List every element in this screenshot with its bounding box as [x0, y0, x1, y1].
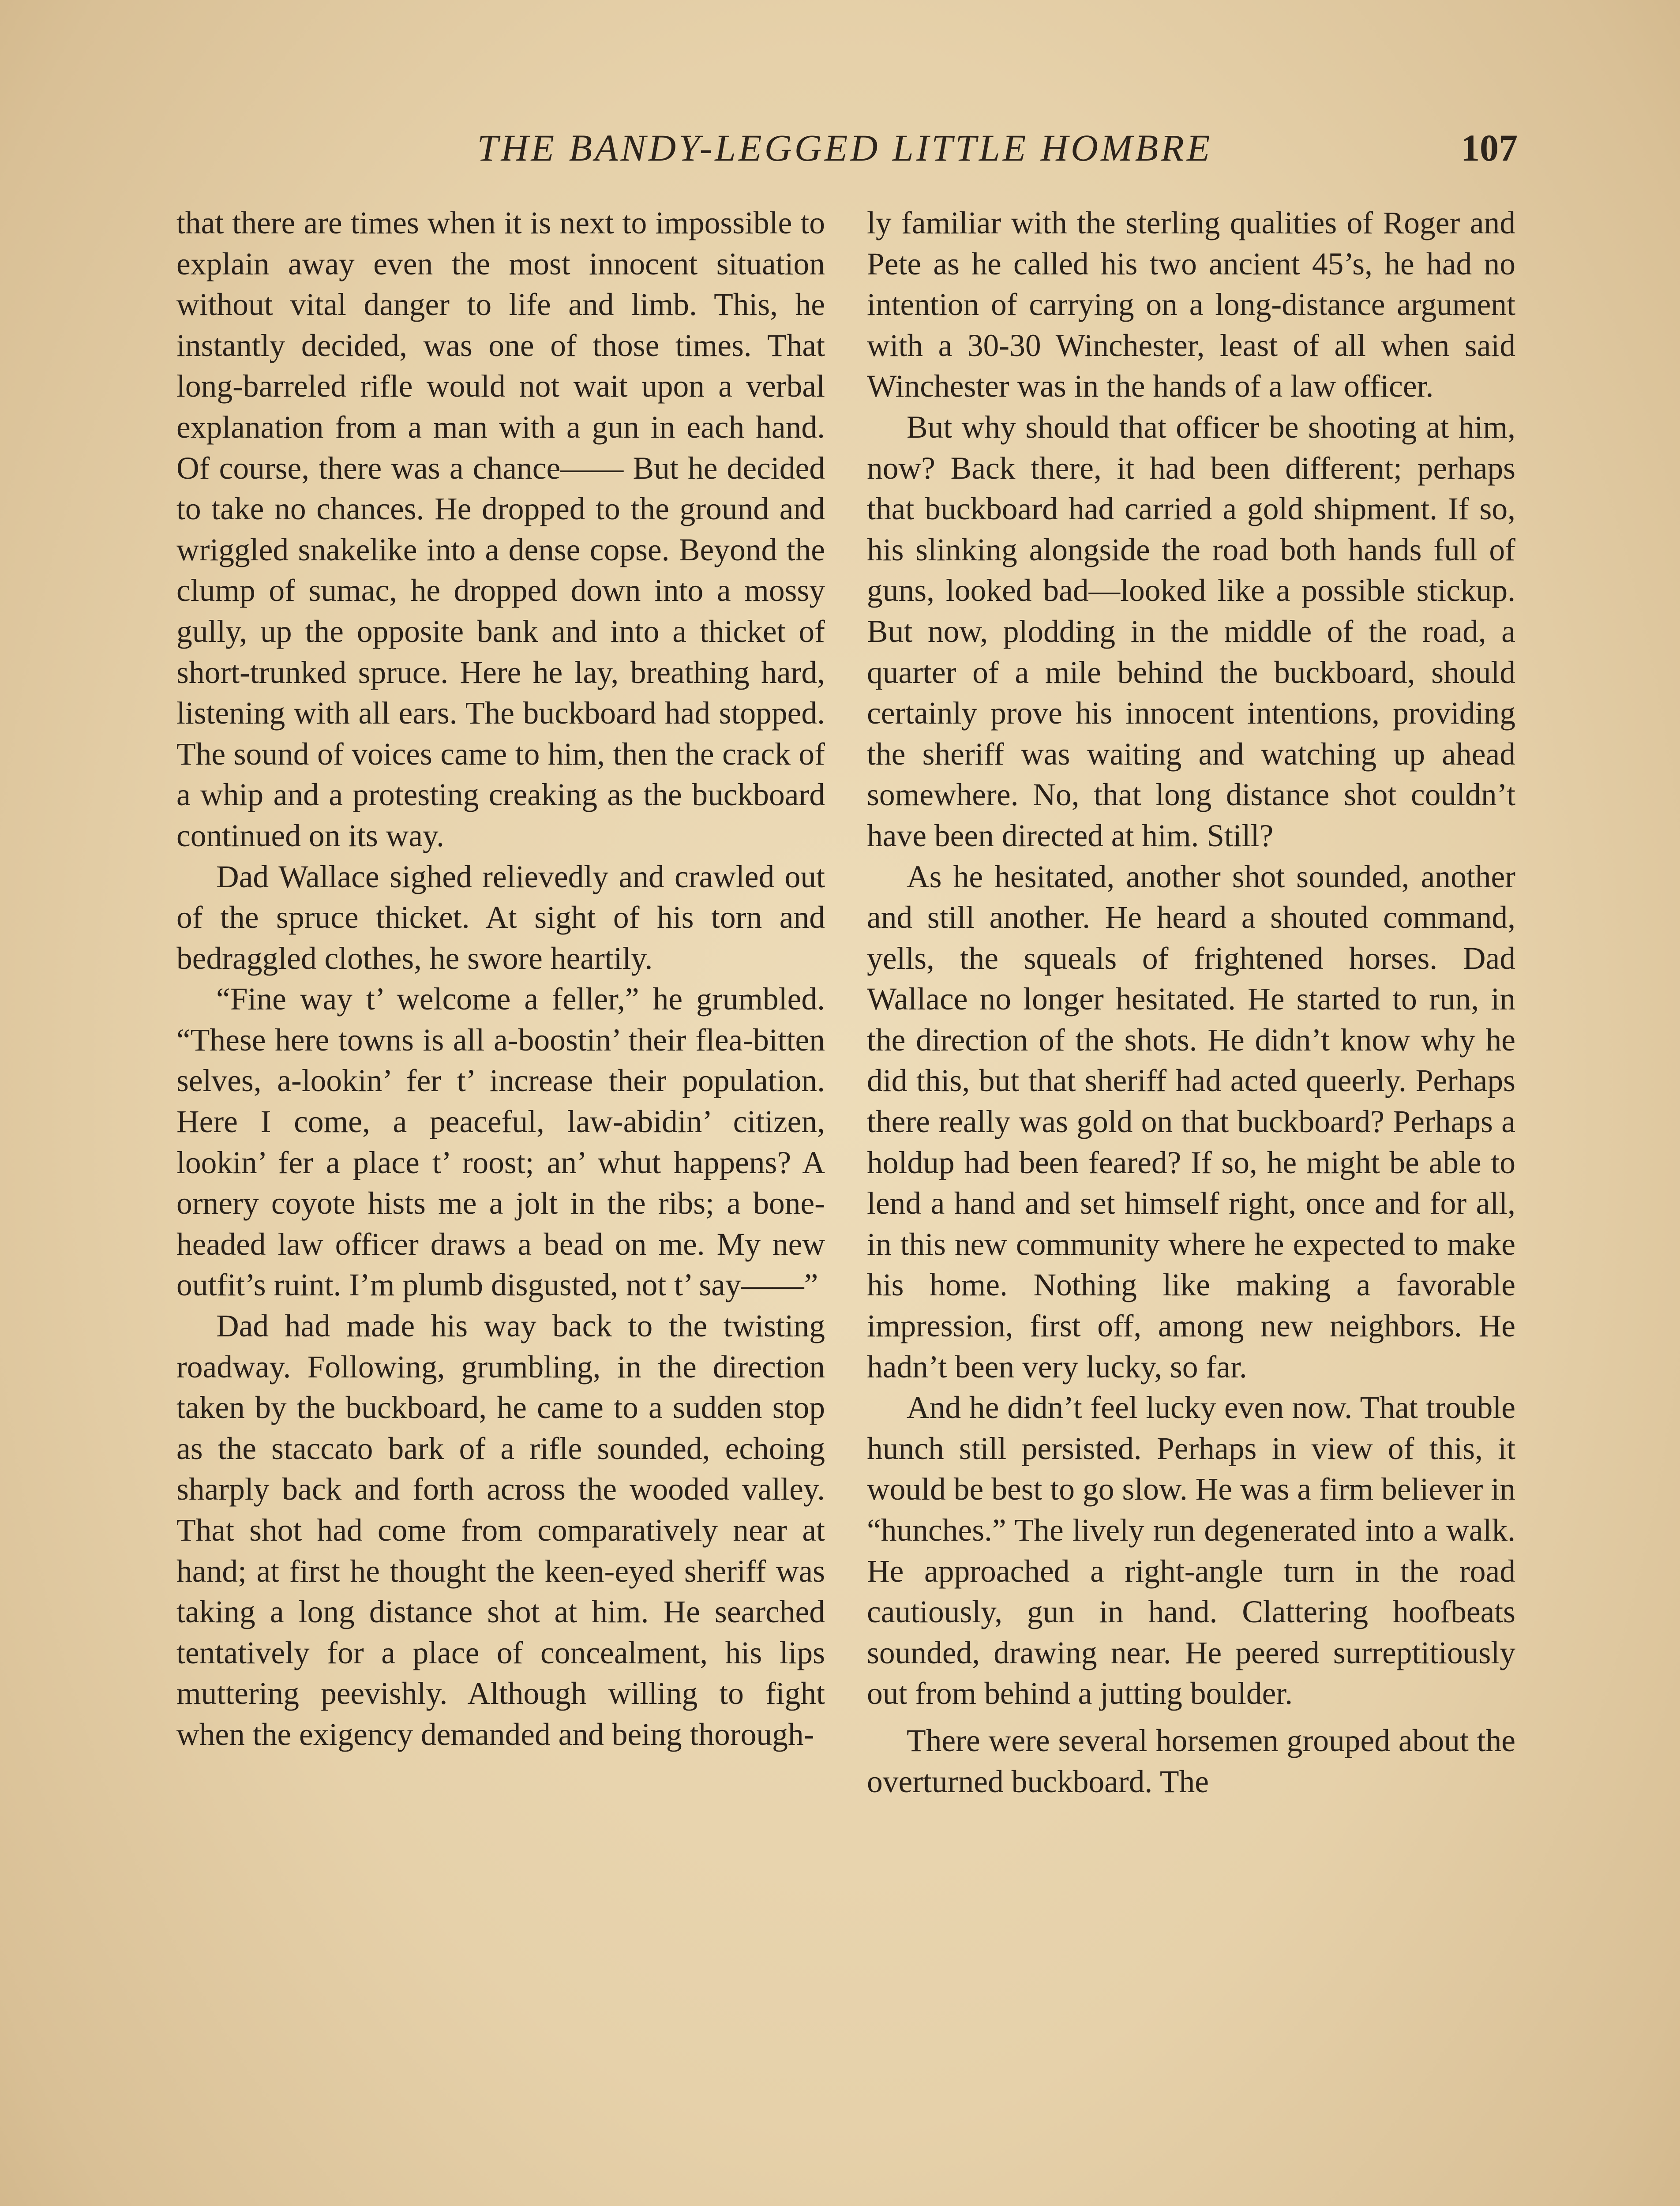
page-header	[0, 119, 1680, 176]
paragraph: There were several horsemen grouped about the overturned buckboard. The	[867, 1723, 1515, 1799]
page-number: 107	[1461, 127, 1518, 169]
right-text-column	[867, 203, 1515, 1802]
paragraph: Dad had made his way back to the twisting roadway. Following, grumbling, in the direction taken by the buckboard, he came to a sudden stop as the staccato bark of a rifle sounded, echoing sharply back and forth across the wooded valley. That shot had come from comparatively near at hand; at first he thought the keen-eyed sheriff was taking a long distance shot at him. He searched tentatively for a place of concealment, his lips muttering peevishly. Although willing to fight when the exigency demanded and being thorough-	[176, 1309, 825, 1752]
running-title: THE BANDY-LEGGED LITTLE HOMBRE	[477, 127, 1213, 169]
paragraph: “Fine way t’ welcome a feller,” he grumbled. “These here towns is all a-boostin’ their flea-bitten selves, a-lookin’ fer t’ increase their population. Here I come, a peaceful, law-abidin’ citizen, lookin’ fer a place t’ roost; an’ whut happens? A ornery coyote hists me a jolt in the ribs; a bone-headed law officer draws a bead on me. My new outfit’s ruint. I’m plumb disgusted, not t’ say——”	[176, 982, 825, 1303]
paragraph: Dad Wallace sighed relievedly and crawled out of the spruce thicket. At sight of his torn and bedraggled clothes, he swore heartily.	[176, 859, 825, 976]
paragraph: And he didn’t feel lucky even now. That trouble hunch still persisted. Perhaps in view of this, it would be best to go slow. He was a firm believer in “hunches.” The lively run degenerated into a walk. He approached a right-angle turn in the road cautiously, gun in hand. Clattering hoofbeats sounded, drawing near. He peered surreptitiously out from behind a jutting boulder.	[867, 1390, 1515, 1711]
paragraph: As he hesitated, another shot sounded, another and still another. He heard a shouted command, yells, the squeals of frightened horses. Dad Wallace no longer hesitated. He started to run, in the direction of the shots. He didn’t know why he did this, but that sheriff had acted queerly. Perhaps there really was gold on that buckboard? Perhaps a holdup had been feared? If so, he might be able to lend a hand and set himself right, once and for all, in this new community where he expected to make his home. Nothing like making a favorable impression, first off, among new neighbors. He hadn’t been very lucky, so far.	[867, 859, 1515, 1384]
paragraph: ly familiar with the sterling qualities of Roger and Pete as he called his two ancient 45’s, he had no intention of carrying on a long-distance argument with a 30-30 Winchester, least of all when said Winchester was in the hands of a law officer.	[867, 206, 1515, 404]
paragraph: that there are times when it is next to impossible to explain away even the most innocent situation without vital danger to life and limb. This, he instantly decided, was one of those times. That long-barreled rifle would not wait upon a verbal explanation from a man with a gun in each hand. Of course, there was a chance—— But he decided to take no chances. He dropped to the ground and wriggled snakelike into a dense copse. Beyond the clump of sumac, he dropped down into a mossy gully, up the opposite bank and into a thicket of short-trunked spruce. Here he lay, breathing hard, listening with all ears. The buckboard had stopped. The sound of voices came to him, then the crack of a whip and a protesting creaking as the buckboard continued on its way.	[176, 206, 825, 853]
left-text-column	[176, 203, 825, 1756]
paragraph: But why should that officer be shooting at him, now? Back there, it had been different; perhaps that buckboard had carried a gold shipment. If so, his slinking alongside the road both hands full of guns, looked bad—looked like a possible stickup. But now, plodding in the middle of the road, a quarter of a mile behind the buckboard, should certainly prove his innocent intentions, providing the sheriff was waiting and watching up ahead somewhere. No, that long distance shot couldn’t have been directed at him. Still?	[867, 409, 1515, 853]
